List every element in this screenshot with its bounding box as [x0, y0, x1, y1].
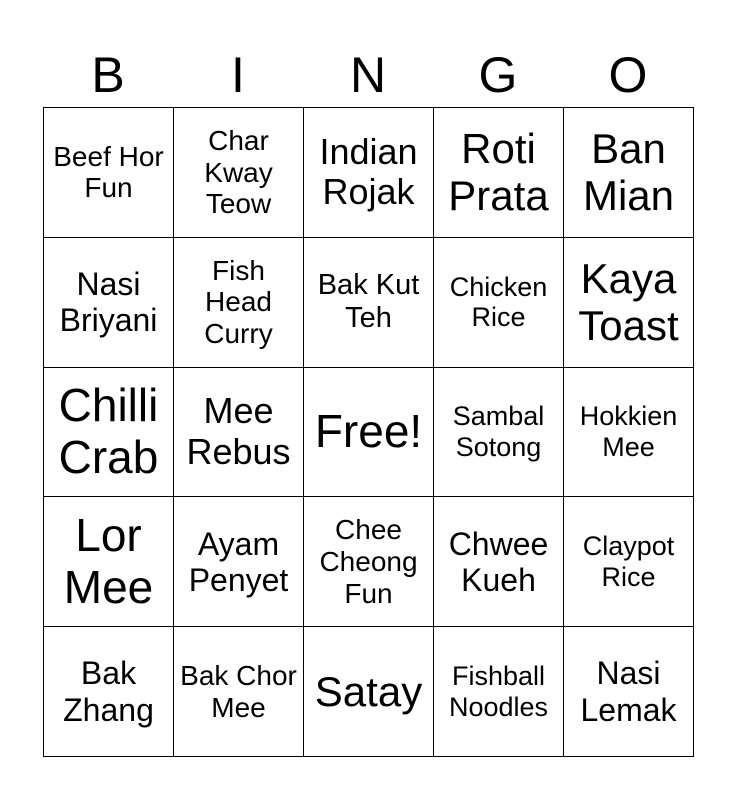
- free-cell[interactable]: [304, 367, 434, 497]
- header-letter-o: O: [608, 47, 648, 103]
- bingo-cell[interactable]: [174, 108, 304, 238]
- grid-row: [44, 497, 694, 627]
- cell-label: Hokkien Mee: [579, 401, 678, 462]
- cell-label: Chicken Rice: [449, 271, 548, 333]
- cell-label: Lor Mee: [63, 508, 154, 613]
- bingo-cell[interactable]: [564, 627, 694, 757]
- bingo-cell[interactable]: [564, 367, 694, 497]
- bingo-cell[interactable]: [174, 237, 304, 367]
- header-letter-b: B: [91, 47, 125, 103]
- cell-label: Chwee Kueh: [448, 525, 549, 598]
- cell-label: Chee Cheong Fun: [319, 514, 418, 609]
- cell-label: Nasi Briyani: [59, 266, 158, 339]
- cell-label: Fishball Noodles: [448, 661, 549, 722]
- bingo-header: [43, 42, 693, 108]
- bingo-cell[interactable]: [564, 108, 694, 238]
- header-letter-g: G: [478, 47, 518, 103]
- cell-label: Ban Mian: [582, 124, 675, 220]
- cell-label: Kaya Toast: [578, 254, 679, 350]
- bingo-cell[interactable]: [174, 627, 304, 757]
- grid-row: [44, 237, 694, 367]
- bingo-cell[interactable]: [564, 237, 694, 367]
- grid-row: [44, 108, 694, 238]
- cell-label: Mee Rebus: [186, 390, 291, 472]
- bingo-cell[interactable]: [434, 237, 564, 367]
- bingo-cell[interactable]: [434, 627, 564, 757]
- bingo-cell[interactable]: [434, 497, 564, 627]
- bingo-grid: [43, 107, 694, 757]
- bingo-cell[interactable]: [44, 367, 174, 497]
- bingo-cell[interactable]: [44, 108, 174, 238]
- cell-label: Fish Head Curry: [204, 254, 273, 349]
- cell-label: Free!: [314, 405, 423, 457]
- cell-label: Roti Prata: [448, 124, 549, 220]
- cell-label: Bak Chor Mee: [180, 659, 297, 723]
- cell-label: Satay: [314, 667, 423, 715]
- bingo-cell[interactable]: [304, 237, 434, 367]
- cell-label: Chilli Crab: [58, 379, 159, 483]
- grid-row: [44, 367, 694, 497]
- header-letter-i: I: [231, 47, 245, 103]
- cell-label: Ayam Penyet: [188, 525, 289, 598]
- cell-label: Claypot Rice: [582, 531, 675, 592]
- bingo-cell[interactable]: [44, 237, 174, 367]
- cell-label: Sambal Sotong: [452, 401, 545, 462]
- cell-label: Bak Kut Teh: [317, 269, 420, 335]
- bingo-cell[interactable]: [434, 367, 564, 497]
- bingo-cell[interactable]: [44, 627, 174, 757]
- bingo-cell[interactable]: [564, 497, 694, 627]
- cell-label: Bak Zhang: [63, 655, 154, 728]
- cell-label: Char Kway Teow: [204, 124, 273, 220]
- grid-row: [44, 627, 694, 757]
- cell-label: Nasi Lemak: [580, 655, 677, 728]
- bingo-cell[interactable]: [44, 497, 174, 627]
- bingo-cell[interactable]: [304, 627, 434, 757]
- bingo-cell[interactable]: [304, 497, 434, 627]
- bingo-cell[interactable]: [174, 367, 304, 497]
- cell-label: Indian Rojak: [319, 130, 418, 213]
- header-letter-n: N: [349, 47, 387, 103]
- cell-label: Beef Hor Fun: [53, 140, 164, 204]
- bingo-cell[interactable]: [304, 108, 434, 238]
- bingo-cell[interactable]: [174, 497, 304, 627]
- bingo-cell[interactable]: [434, 108, 564, 238]
